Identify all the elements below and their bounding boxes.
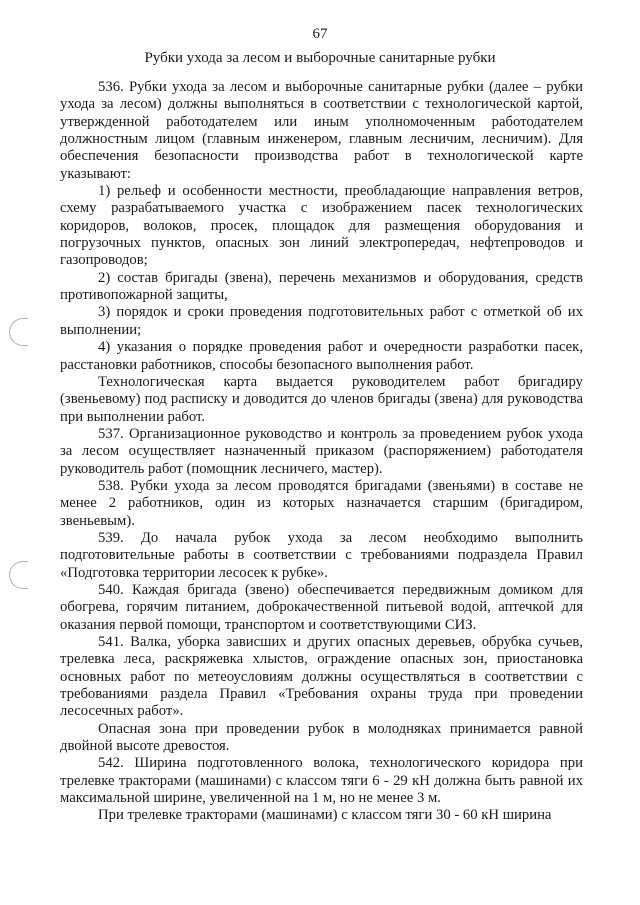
section-title: Рубки ухода за лесом и выборочные санитарные рубки: [144, 50, 496, 66]
paragraph-tractor-width: При трелевке тракторами (машинами) с классом тяги 30 - 60 кН ширина: [98, 807, 552, 824]
paragraph-541: 541. Валка, уборка зависших и других опасных деревьев, обрубка сучьев, трелевка леса, раскряжевка хлыстов, ограждение опасных зон, приостановка основных работ по метеоусловиям должны осуществляться в соответствии с требованиями раздела Правил «Требования охраны труда при проведении лесосечных работ».: [60, 634, 583, 720]
paragraph-540: 540. Каждая бригада (звено) обеспечивается передвижным домиком для обогрева, горячим питанием, доброкачественной питьевой водой, аптечкой для оказания первой помощи, транспортом и соответствующими СИЗ.: [60, 581, 583, 633]
document-body: [60, 79, 583, 825]
paragraph-537: 537. Организационное руководство и контроль за проведением рубок ухода за лесом осуществляет назначенный приказом (распоряжением) работодателя руководитель работ (помощник лесничего, мастер).: [60, 425, 583, 477]
list-item-3: 3) порядок и сроки проведения подготовительных работ с отметкой об их выполнении;: [60, 304, 583, 338]
list-item-1: 1) рельеф и особенности местности, преобладающие направления ветров, схему разрабатываемого участка с изображением пасек технологических коридоров, волоков, просек, площадок для размещения оборудования и погрузочных пунктов, опасных зон линий электропередач, нефтепроводов и газопроводов;: [60, 183, 583, 269]
page-number: 67: [312, 26, 328, 42]
list-item-2: 2) состав бригады (звена), перечень механизмов и оборудования, средств противопожарной защиты,: [60, 269, 583, 304]
paragraph-danger-zone: Опасная зона при проведении рубок в молодняках принимается равной двойной высоте древостоя.: [60, 720, 583, 755]
paragraph-tech-card: Технологическая карта выдается руководителем работ бригадиру (звеньевому) под расписку и доводится до членов бригады (звена) для руководства при выполнении работ.: [60, 373, 583, 425]
paragraph-536: 536. Рубки ухода за лесом и выборочные санитарные рубки (далее – рубки ухода за лесом) должны выполняться в соответствии с технологической картой, утвержденной работодателем или иным уполномоченным работодателем должностным лицом (главным инженером, главным лесничим, лесничим). Для обеспечения безопасности производства работ в технологической карте указывают:: [60, 79, 583, 182]
punch-hole-mark: [9, 561, 28, 589]
punch-hole-mark: [9, 318, 28, 346]
paragraph-542: 542. Ширина подготовленного волока, технологического коридора при трелевке тракторами (машинами) с классом тяги 6 - 29 кН должна быть равной их максимальной ширине, увеличенной на 1 м, но не менее 3 м.: [60, 755, 583, 807]
paragraph-539: 539. До начала рубок ухода за лесом необходимо выполнить подготовительные работы в соответствии с требованиями подраздела Правил «Подготовка территории лесосек к рубке».: [60, 529, 583, 581]
list-item-4: 4) указания о порядке проведения работ и очередности разработки пасек, расстановки работников, способы безопасного выполнения работ.: [60, 339, 583, 373]
paragraph-538: 538. Рубки ухода за лесом проводятся бригадами (звеньями) в составе не менее 2 работников, один из которых назначается старшим (бригадиром, звеньевым).: [60, 477, 583, 529]
